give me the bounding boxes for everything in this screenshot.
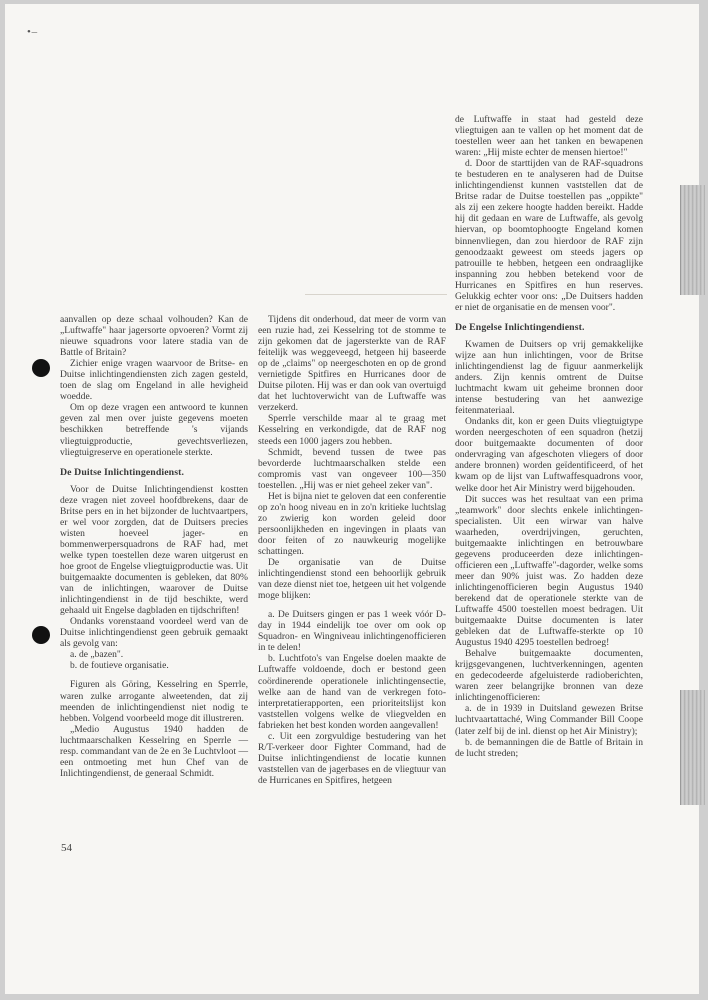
- paragraph: Tijdens dit onderhoud, dat meer de vorm van een ruzie had, zei Kesselring tot de stomme te zijn gekomen dat de jagersterkte van de RAF feitelijk was weggeveegd, hetgeen hij baseerde op de „claims" op neergeschoten en op de grond vernietigde Spitfires en Hurricanes door de Duitse piloten. Hij was er dan ook van overtuigd dat het luchtoverwicht van de Luftwaffe was verzekerd.: [258, 314, 446, 414]
- page-number: 54: [61, 842, 72, 854]
- list-item: a. de „bazen".: [70, 649, 124, 661]
- list-item: b. de foutieve organisatie.: [70, 660, 169, 672]
- paragraph: Voor de Duitse Inlichtingendienst kostten deze vragen niet zoveel hoofdbrekens, daar de Britse pers en in het bijzonder de luchtvaartpers, er wel voor zorgden, dat de Duitsers precies wisten hoeveel jager- en bommenwerpersquadrons de RAF had, met welke typen toestellen deze waren uitgerust en hoe groot de Engelse vliegtuigproductie was. Uit buitgemaakte documenten is gebleken, dat 80% van de inlichtingen, waarover de Duitse inlichtingendienst in de tijd beschikte, werd gehaald uit Engelse dagbladen en tijdschriften!: [60, 483, 248, 617]
- list-item: a. de in 1939 in Duitsland gewezen Britse luchtvaartattaché, Wing Commander Bill Coope (later zelf bij de inl. dienst op het Air Ministry);: [455, 703, 643, 737]
- paragraph: Schmidt, bevend tussen de twee pas bevorderde luchtmaarschalken stelde een compromis vast van ongeveer 100—350 toestellen. „Hij was er niet geheel zeker van".: [258, 446, 446, 491]
- document-page: [5, 4, 699, 994]
- paragraph: „Medio Augustus 1940 hadden de luchtmaarschalken Kesselring en Sperrle — resp. commandant van de 2e en 3e Luchtvloot — een ontmoeting met hun Chef van de Inlichtingendienst, de generaal Schmidt.: [60, 723, 248, 779]
- corner-pen-mark: • ‒: [27, 26, 37, 38]
- punch-hole-top: [32, 359, 50, 377]
- paragraph: De organisatie van de Duitse inlichtingendienst stond een behoorlijk gebruik van deze dienst niet toe, hetgeen uit het volgende moge blijken:: [258, 557, 446, 602]
- section-heading: De Duitse Inlichtingendienst.: [60, 466, 185, 478]
- paragraph: de Luftwaffe in staat had gesteld deze vliegtuigen aan te vallen op het moment dat de toestellen weer aan het tanken en bewapenen waren: „Hij miste echter de mensen hiertoe!": [455, 114, 643, 159]
- paragraph: aanvallen op deze schaal volhouden? Kan de „Luftwaffe" haar jagersorte opvoeren? Vormt zij nieuwe squadrons voor latere stadia van de Battle of Britain?: [60, 314, 248, 359]
- text-column-right: [455, 114, 643, 759]
- list-item: a. De Duitsers gingen er pas 1 week vóór D-day in 1944 eindelijk toe over om ook op Squadron- en Wingniveau inlichtingenofficieren in te delen!: [258, 609, 446, 654]
- binder-tab-bottom: [680, 690, 705, 805]
- section-heading: De Engelse Inlichtingendienst.: [455, 321, 585, 333]
- paragraph: Behalve buitgemaakte documenten, krijgsgevangenen, luchtverkenningen, agenten en gedecodeerde afgeluisterde radioberichten, waren zeer belangrijke bronnen van deze inlichtingenofficieren:: [455, 648, 643, 704]
- list-item: b. de bemanningen die de Battle of Britain in de lucht streden;: [455, 736, 643, 759]
- binder-tab-top: [680, 185, 705, 295]
- paragraph: Dit succes was het resultaat van een prima „teamwork" door slechts enkele inlichtingen-specialisten. Uit een wirwar van halve waarheden, overdrijvingen, geruchten, buitgemaakte inlichtingen en betrouwbare gegevens produceerden deze inlichtingen-officieren een „Luftwaffe"-dagorder, welke soms meer dan 90% juist was. Zo hadden deze inlichtingenofficieren begin Augustus 1940 berekend dat de operationele sterkte van de Luftwaffe 4500 toestellen moest bedragen. Uit buitgemaakte Duitse documenten is later gebleken dat de Luftwaffe-sterkte op 10 Augustus 1940 4295 toestellen bedroeg!: [455, 493, 643, 649]
- paragraph: Om op deze vragen een antwoord te kunnen geven zal men over juiste gegevens moeten beschikken betreffende 's vijands vliegtuigproductie, gevechtsverliezen, vliegtuigreserve en operationele sterkte.: [60, 402, 248, 458]
- punch-hole-bottom: [32, 626, 50, 644]
- list-item: d. Door de starttijden van de RAF-squadrons te bestuderen en te analyseren had de Duitse inlichtingendienst kunnen vaststellen dat de Britse radar de Duitse toestellen pas „oppikte" als zij een zekere hoogte hadden bereikt. Hadde hij dit gedaan en ware de Luftwaffe, als gevolg hiervan, op boomtophoogte Engeland komen binnenvliegen, dan zou hierdoor de RAF zijn genoodzaakt geweest om steeds jagers op patrouille te hebben, hetgeen een ondraaglijke inspanning zou hebben betekend voor de Hurricanes en Spitfires en hun reserves. Gelukkig echter voor ons: „De Duitsers hadden er niet de organisatie en de mensen voor".: [455, 158, 643, 313]
- paragraph: Zichier enige vragen waarvoor de Britse- en Duitse inlichtingendiensten zich zagen gesteld, toen de slag om Engeland in alle hevigheid woedde.: [60, 358, 248, 403]
- text-column-middle: [258, 314, 446, 786]
- list-item: b. Luchtfoto's van Engelse doelen maakte de Luftwaffe voldoende, doch er bestond geen coördinerende operationele inlichtingensectie, welke aan de hand van de verkregen foto-interpretatierapporten, een prioriteitslijst kon vaststellen volgens welke de vliegvelden en fabrieken het best konden worden aangevallen!: [258, 653, 446, 731]
- paragraph: Ondanks dit, kon er geen Duits vliegtuigtype worden neergeschoten of een squadron (hetzij door buitgemaakte documenten of door ondervraging van afgeschoten vliegers of door andere bronnen) worden geïdentificeerd, of het kwam op de lijst van Luftwaffesquadrons voor, welke door het Air Ministry werd bijgehouden.: [455, 416, 643, 494]
- text-column-left: [60, 314, 248, 779]
- paragraph: Sperrle verschilde maar al te graag met Kesselring en verkondigde, dat de RAF nog steeds een 1000 jagers zou hebben.: [258, 413, 446, 447]
- paragraph: Ondanks vorenstaand voordeel werd van de Duitse inlichtingendienst geen gebruik gemaakt als gevolg van:: [60, 616, 248, 650]
- paragraph: Kwamen de Duitsers op vrij gemakkelijke wijze aan hun inlichtingen, voor de Britse inlichtingendienst lag de figuur aanmerkelijk anders. Zijn kennis omtrent de Duitse luchtmacht kwam uit geheime bronnen door intense bestudering van het aanwezige feitenmateriaal.: [455, 338, 643, 417]
- faint-rule: [305, 294, 447, 295]
- list-item: c. Uit een zorgvuldige bestudering van het R/T-verkeer door Fighter Command, had de Duitse inlichtingendienst de locatie kunnen vaststellen van de jagerbases en de vliegtuur van de Hurricanes en Spitfires, hetgeen: [258, 730, 446, 786]
- paragraph: Figuren als Göring, Kesselring en Sperrle, waren zulke arrogante alweetenden, dat zij meenden de inlichtingendienst niet nodig te hebben. Volgend voorbeeld moge dit illustreren.: [60, 679, 248, 724]
- paragraph: Het is bijna niet te geloven dat een conferentie op zo'n hoog niveau en in zo'n kritieke luchtslag zo zwierig kon worden geleid door persoonlijkheden en ingevingen in plaats van door feiten of zo nauwkeurig mogelijke schattingen.: [258, 490, 446, 557]
